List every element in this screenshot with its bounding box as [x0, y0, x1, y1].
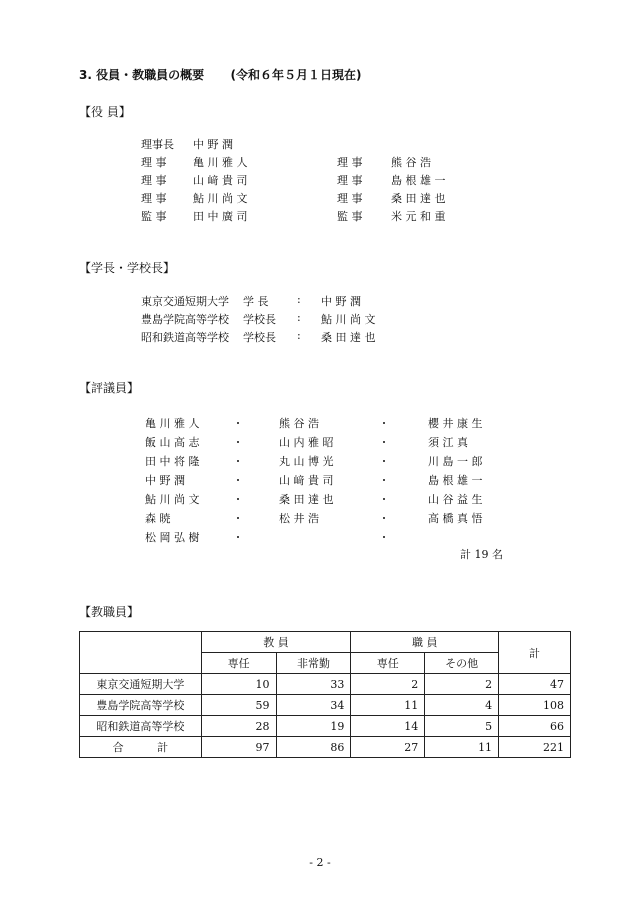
principals-section-title: 【学長・学校長】	[79, 261, 176, 275]
principal-name: 鮎 川 尚 文	[321, 313, 376, 326]
councilor-name: 飯 山 高 志	[145, 436, 200, 449]
cell-value: 14	[351, 716, 425, 737]
officer-name: 米 元 和 重	[391, 210, 446, 223]
principal-school: 豊島学院高等学校	[141, 313, 229, 326]
councilor-name: 松 井 浩	[279, 512, 319, 525]
cell-value: 86	[276, 737, 351, 758]
page-number: - 2 -	[309, 856, 331, 869]
officer-title: 理 事	[337, 174, 363, 187]
bullet: ・	[232, 512, 244, 525]
cell-value: 11	[425, 737, 499, 758]
principal-role: 学校長	[243, 331, 276, 344]
officer-name: 鮎 川 尚 文	[193, 192, 248, 205]
officer-title: 理事長	[141, 138, 174, 151]
officers-section-title: 【役 員】	[79, 105, 131, 119]
table-row	[80, 716, 571, 737]
officer-name: 山 﨑 貴 司	[193, 174, 248, 187]
cell-value: 108	[499, 695, 571, 716]
cell-value: 19	[276, 716, 351, 737]
header-staff-other: その他	[425, 653, 499, 674]
councilors-total: 計 19 名	[460, 548, 503, 561]
cell-value: 66	[499, 716, 571, 737]
header-staff-full-time: 専任	[351, 653, 425, 674]
councilor-name: 島 根 雄 一	[428, 474, 483, 487]
councilor-name: 森 暁	[145, 512, 171, 525]
heading-title: 3. 役員・教職員の概要	[79, 68, 205, 82]
officer-title: 監 事	[141, 210, 167, 223]
cell-value: 11	[351, 695, 425, 716]
cell-value: 10	[201, 674, 276, 695]
officer-title: 理 事	[141, 156, 167, 169]
officer-title: 理 事	[337, 156, 363, 169]
officer-name: 中 野 潤	[193, 138, 233, 151]
bullet: ・	[232, 417, 244, 430]
bullet: ・	[378, 436, 390, 449]
bullet: ・	[378, 474, 390, 487]
table-total-row	[80, 737, 571, 758]
bullet: ・	[232, 436, 244, 449]
table-row	[80, 674, 571, 695]
officer-name: 亀 川 雅 人	[193, 156, 248, 169]
officer-name: 熊 谷 浩	[391, 156, 431, 169]
officer-name: 島 根 雄 一	[391, 174, 446, 187]
councilor-name: 山 谷 益 生	[428, 493, 483, 506]
header-faculty-full-time: 専任	[201, 653, 276, 674]
councilor-name: 川 島 一 郎	[428, 455, 483, 468]
councilor-name: 櫻 井 康 生	[428, 417, 483, 430]
officer-title: 理 事	[337, 192, 363, 205]
cell-value: 4	[425, 695, 499, 716]
staff-section-title: 【教職員】	[79, 605, 140, 619]
table-header-row	[80, 632, 571, 653]
row-school-name: 豊島学院高等学校	[80, 695, 202, 716]
heading-date: (令和６年５月１日現在)	[230, 68, 362, 82]
councilor-name: 中 野 潤	[145, 474, 185, 487]
principal-name: 中 野 潤	[321, 295, 361, 308]
principal-school: 昭和鉄道高等学校	[141, 331, 229, 344]
header-total: 計	[499, 632, 571, 674]
bullet: ・	[378, 512, 390, 525]
header-faculty: 教 員	[201, 632, 351, 653]
councilor-name: 熊 谷 浩	[279, 417, 319, 430]
officer-title: 監 事	[337, 210, 363, 223]
councilors-section-title: 【評議員】	[79, 381, 140, 395]
principal-separator: :	[297, 293, 301, 306]
principal-separator: :	[297, 329, 301, 342]
principal-separator: :	[297, 311, 301, 324]
bullet: ・	[378, 531, 390, 544]
header-faculty-part-time: 非常勤	[276, 653, 351, 674]
councilor-name: 桑 田 達 也	[279, 493, 334, 506]
councilor-name: 丸 山 博 光	[279, 455, 334, 468]
bullet: ・	[232, 455, 244, 468]
principal-role: 学 長	[243, 295, 269, 308]
officer-title: 理 事	[141, 174, 167, 187]
cell-value: 97	[201, 737, 276, 758]
cell-value: 221	[499, 737, 571, 758]
cell-value: 2	[351, 674, 425, 695]
councilor-name: 山 﨑 貴 司	[279, 474, 334, 487]
councilor-name: 松 岡 弘 樹	[145, 531, 200, 544]
row-total-label: 合 計	[80, 737, 202, 758]
officer-name: 田 中 廣 司	[193, 210, 248, 223]
header-staff: 職 員	[351, 632, 499, 653]
cell-value: 28	[201, 716, 276, 737]
staff-table	[79, 631, 571, 758]
officer-name: 桑 田 達 也	[391, 192, 446, 205]
bullet: ・	[232, 531, 244, 544]
cell-value: 27	[351, 737, 425, 758]
councilor-name: 高 橋 真 悟	[428, 512, 483, 525]
cell-value: 34	[276, 695, 351, 716]
cell-value: 47	[499, 674, 571, 695]
councilor-name: 鮎 川 尚 文	[145, 493, 200, 506]
bullet: ・	[378, 493, 390, 506]
principal-name: 桑 田 達 也	[321, 331, 376, 344]
table-header-blank	[80, 632, 202, 674]
page-heading	[79, 66, 361, 83]
cell-value: 59	[201, 695, 276, 716]
principal-school: 東京交通短期大学	[141, 295, 229, 308]
councilor-name: 田 中 将 隆	[145, 455, 200, 468]
bullet: ・	[378, 417, 390, 430]
table-row	[80, 695, 571, 716]
councilor-name: 山 内 雅 昭	[279, 436, 334, 449]
bullet: ・	[378, 455, 390, 468]
principal-role: 学校長	[243, 313, 276, 326]
cell-value: 5	[425, 716, 499, 737]
officer-title: 理 事	[141, 192, 167, 205]
councilor-name: 須 江 真	[428, 436, 468, 449]
bullet: ・	[232, 493, 244, 506]
councilor-name: 亀 川 雅 人	[145, 417, 200, 430]
row-school-name: 東京交通短期大学	[80, 674, 202, 695]
bullet: ・	[232, 474, 244, 487]
cell-value: 2	[425, 674, 499, 695]
cell-value: 33	[276, 674, 351, 695]
row-school-name: 昭和鉄道高等学校	[80, 716, 202, 737]
